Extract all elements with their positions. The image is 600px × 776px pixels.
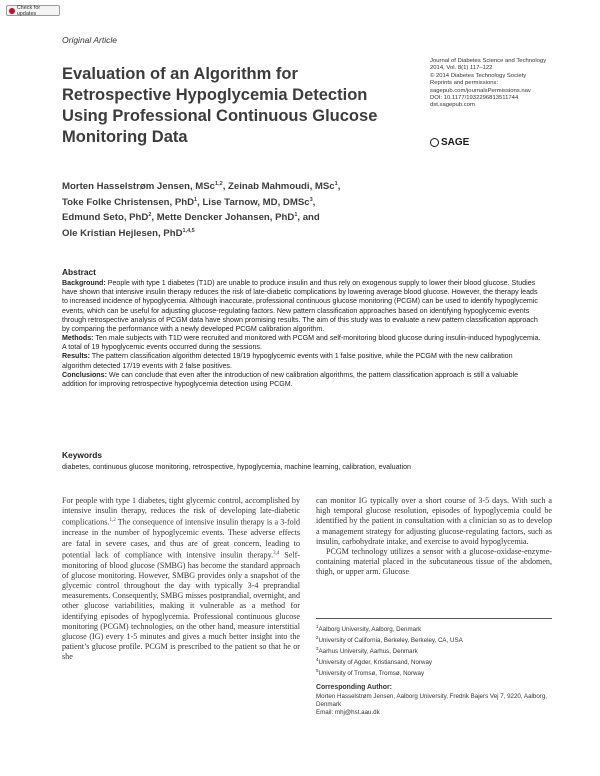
affiliation-number: 4 <box>316 656 319 662</box>
author-separator: , <box>222 181 229 193</box>
citation-mark: 1,2 <box>109 518 116 524</box>
abstract-section-text: We can conclude that even after the introduction of new calibration algorithms, the pattern classification approach is still a valuable addition for improving retrospective hypoglycemia detection using PCGM. <box>62 370 519 388</box>
abstract-results <box>62 352 542 370</box>
author-affiliation-mark: 1 <box>294 212 298 219</box>
badge-label: Check for updates <box>16 4 41 17</box>
paper-title: Evaluation of an Algorithm for Retrospective Hypoglycemia Detection Using Professional Continuous Glucose Monitoring Data <box>62 65 378 146</box>
author-line <box>62 225 392 241</box>
body-text: Self-monitoring of blood glucose (SMBG) has become the standard approach of glucose monitoring. However, SMBG provides only a snapshot of the glycemic control throughout the day with typically 3-4 preprandial measurements. Consequently, SMBG misses postprandial, overnight, and other glucose variabilities, making it vulnerable as a method for identifying episodes of hypoglycemia. Professional continuous glucose monitoring (PCGM) technologies, on the other hand, measure interstitial glucose (IG) every 1-5 minutes and gives a much better insight into the patient’s glucose profile. PCGM is prescribed to the patient so that he or she <box>62 550 300 662</box>
affiliation-number: 3 <box>316 645 319 651</box>
author-separator: , <box>337 181 341 193</box>
abstract-heading: Abstract <box>62 267 96 277</box>
author-separator: , <box>312 196 316 208</box>
journal-info-line: dst.sagepub.com <box>430 102 475 109</box>
keywords <box>62 451 542 472</box>
affiliation-text: Aarhus University, Aarhus, Denmark <box>318 648 418 655</box>
abstract-section-text: Ten male subjects with T1D were recruited and monitored with PCGM and self-monitoring blood glucose during insulin-induced hypoglycemia. A total of 19 hypoglycemic events occurred during the sessions. <box>62 334 541 352</box>
affiliation-number: 2 <box>316 634 319 640</box>
author-affiliation-mark: 3 <box>309 196 313 203</box>
update-icon <box>9 8 15 14</box>
affiliation-number: 5 <box>316 667 319 673</box>
body-paragraph: can monitor IG typically over a short course of 3-5 days. With such a high temporal glucose resolution, episodes of hypoglycemia could be identified by the patient in consultation with a clinician so as to develop a management strategy for adjusting glucose-regulating factors, such as insulin, carbohydrate intake, and exercise to avoid hypoglycemia. <box>316 496 552 546</box>
affiliation-text: University of Tromsø, Tromsø, Norway <box>318 669 425 677</box>
author-name: Morten Hasselstrøm Jensen, MSc <box>62 181 216 193</box>
author-line <box>62 178 392 194</box>
affiliation-text: University of California, Berkeley, Berkeley, CA, USA <box>318 637 463 645</box>
abstract-section-text: People with type 1 diabetes (T1D) are unable to produce insulin and thus rely on exogenous supply to lower their blood glucose. Studies have shown that intensive insulin therapy reduces the risk of late-diabetic complications by lowering average blood glucose. However, the therapy leads to increased incidence of hypoglycemia. Although inaccurate, professional continuous glucose monitoring (PCGM) can be used to identify hypoglycemic events, which can be useful for adjusting glucose-regulating factors. New pattern classification approaches based on identifying hypoglycemic events through retrospective analysis of PCGM data have shown promising results. The aim of this study was to evaluate a new pattern classification approach by comparing the performance with a newly developed PCGM calibration algorithm. <box>62 279 538 333</box>
author-affiliation-mark: 1,2 <box>215 181 223 187</box>
journal-info-line: DOI: 10.1177/1932296813511744 <box>430 95 519 102</box>
author-separator: , <box>151 212 157 224</box>
sage-logo-icon <box>430 138 439 147</box>
corresponding-author-heading: Corresponding Author: <box>316 683 392 691</box>
author-name: Toke Folke Christensen, PhD <box>62 196 195 208</box>
citation-mark: 3,4 <box>273 550 280 556</box>
body-column-left <box>62 496 300 663</box>
author-name: Zeinab Mahmoudi, MSc <box>228 181 335 193</box>
author-separator: , <box>197 196 203 208</box>
abstract-section-text: The pattern classification algorithm detected 19/19 hypoglycemic events with 1 false positive, while the PCGM with the new calibration algorithm detected 17/19 events with 2 false positives. <box>62 352 513 370</box>
keywords-text: diabetes, continuous glucose monitoring, retrospective, hypoglycemia, machine learning, calibration, evaluation <box>62 463 411 471</box>
journal-info-line: Reprints and permissions: <box>430 80 499 87</box>
check-for-updates-badge[interactable] <box>6 5 60 16</box>
abstract <box>62 268 542 389</box>
body-paragraph: PCGM technology utilizes a sensor with a glucose-oxidase-enzyme-containing material placed in the subcutaneous tissue of the abdomen, thigh, or upper arm. Glucose <box>316 547 552 577</box>
affiliation-line <box>316 634 552 645</box>
article-type: Original Article <box>62 35 117 45</box>
abstract-conclusions <box>62 371 542 389</box>
journal-info-line: Journal of Diabetes Science and Technology <box>430 58 547 64</box>
affiliation-line <box>316 667 552 678</box>
author-name: Ole Kristian Hejlesen, PhD <box>62 228 183 240</box>
author-line <box>62 209 392 225</box>
abstract-section-label: Methods: <box>62 334 94 343</box>
affiliation-line <box>316 623 552 634</box>
keywords-heading: Keywords <box>62 450 103 460</box>
abstract-section-label: Conclusions: <box>62 370 107 379</box>
publisher-logo-text: SAGE <box>441 137 470 148</box>
affiliation-line <box>316 656 552 667</box>
author-affiliation-mark: 1,4,5 <box>182 228 195 235</box>
author-affiliation-mark: 1 <box>194 196 198 203</box>
journal-info-line: © 2014 Diabetes Technology Society <box>430 72 527 79</box>
publisher-logo <box>430 137 469 148</box>
author-name: Mette Dencker Johansen, PhD <box>156 212 295 224</box>
body-paragraph <box>62 496 300 663</box>
journal-info-line: 2014, Vol. 8(1) 117–122 <box>430 65 493 72</box>
journal-info <box>430 58 570 110</box>
author-affiliation-mark: 2 <box>148 212 152 219</box>
affiliation-number: 1 <box>316 624 319 629</box>
corresponding-author-address: Morten Hasselstrøm Jensen, Aalborg University, Fredrik Bajers Vej 7, 9220, Aalborg, Denmark <box>316 692 547 708</box>
abstract-section-label: Background: <box>62 279 106 288</box>
author-affiliation-mark: 1 <box>334 181 338 187</box>
author-name: Lise Tarnow, MD, DMSc <box>202 196 310 208</box>
abstract-methods <box>62 334 542 352</box>
affiliation-text: Aalborg University, Aalborg, Denmark <box>318 626 422 634</box>
author-list <box>62 178 392 241</box>
corresponding-author-email[interactable]: Email: mhj@hst.aau.dk <box>316 708 380 716</box>
affiliation-text: University of Agder, Kristiansand, Norway <box>318 658 433 666</box>
body-text: The consequence of intensive insulin therapy is a 3-fold increase in the number of hypoglycemic events. These adverse effects are fatal in severe cases, and thus are of great concern, leading to potential lack of compliance with intensive insulin therapy. <box>62 518 300 560</box>
body-text: For people with type 1 diabetes, tight glycemic control, accomplished by intensive insulin therapy, reduces the risk of developing late-diabetic complications. <box>62 496 300 528</box>
affiliations-footnote <box>316 618 552 716</box>
abstract-section-label: Results: <box>62 352 90 361</box>
author-separator: , and <box>297 212 320 224</box>
abstract-background <box>62 279 542 334</box>
body-column-right <box>316 496 552 578</box>
journal-info-line: sagepub.com/journalsPermissions.nav <box>430 87 531 94</box>
author-name: Edmund Seto, PhD <box>62 212 149 224</box>
author-line <box>62 194 392 210</box>
affiliation-line <box>316 645 552 656</box>
